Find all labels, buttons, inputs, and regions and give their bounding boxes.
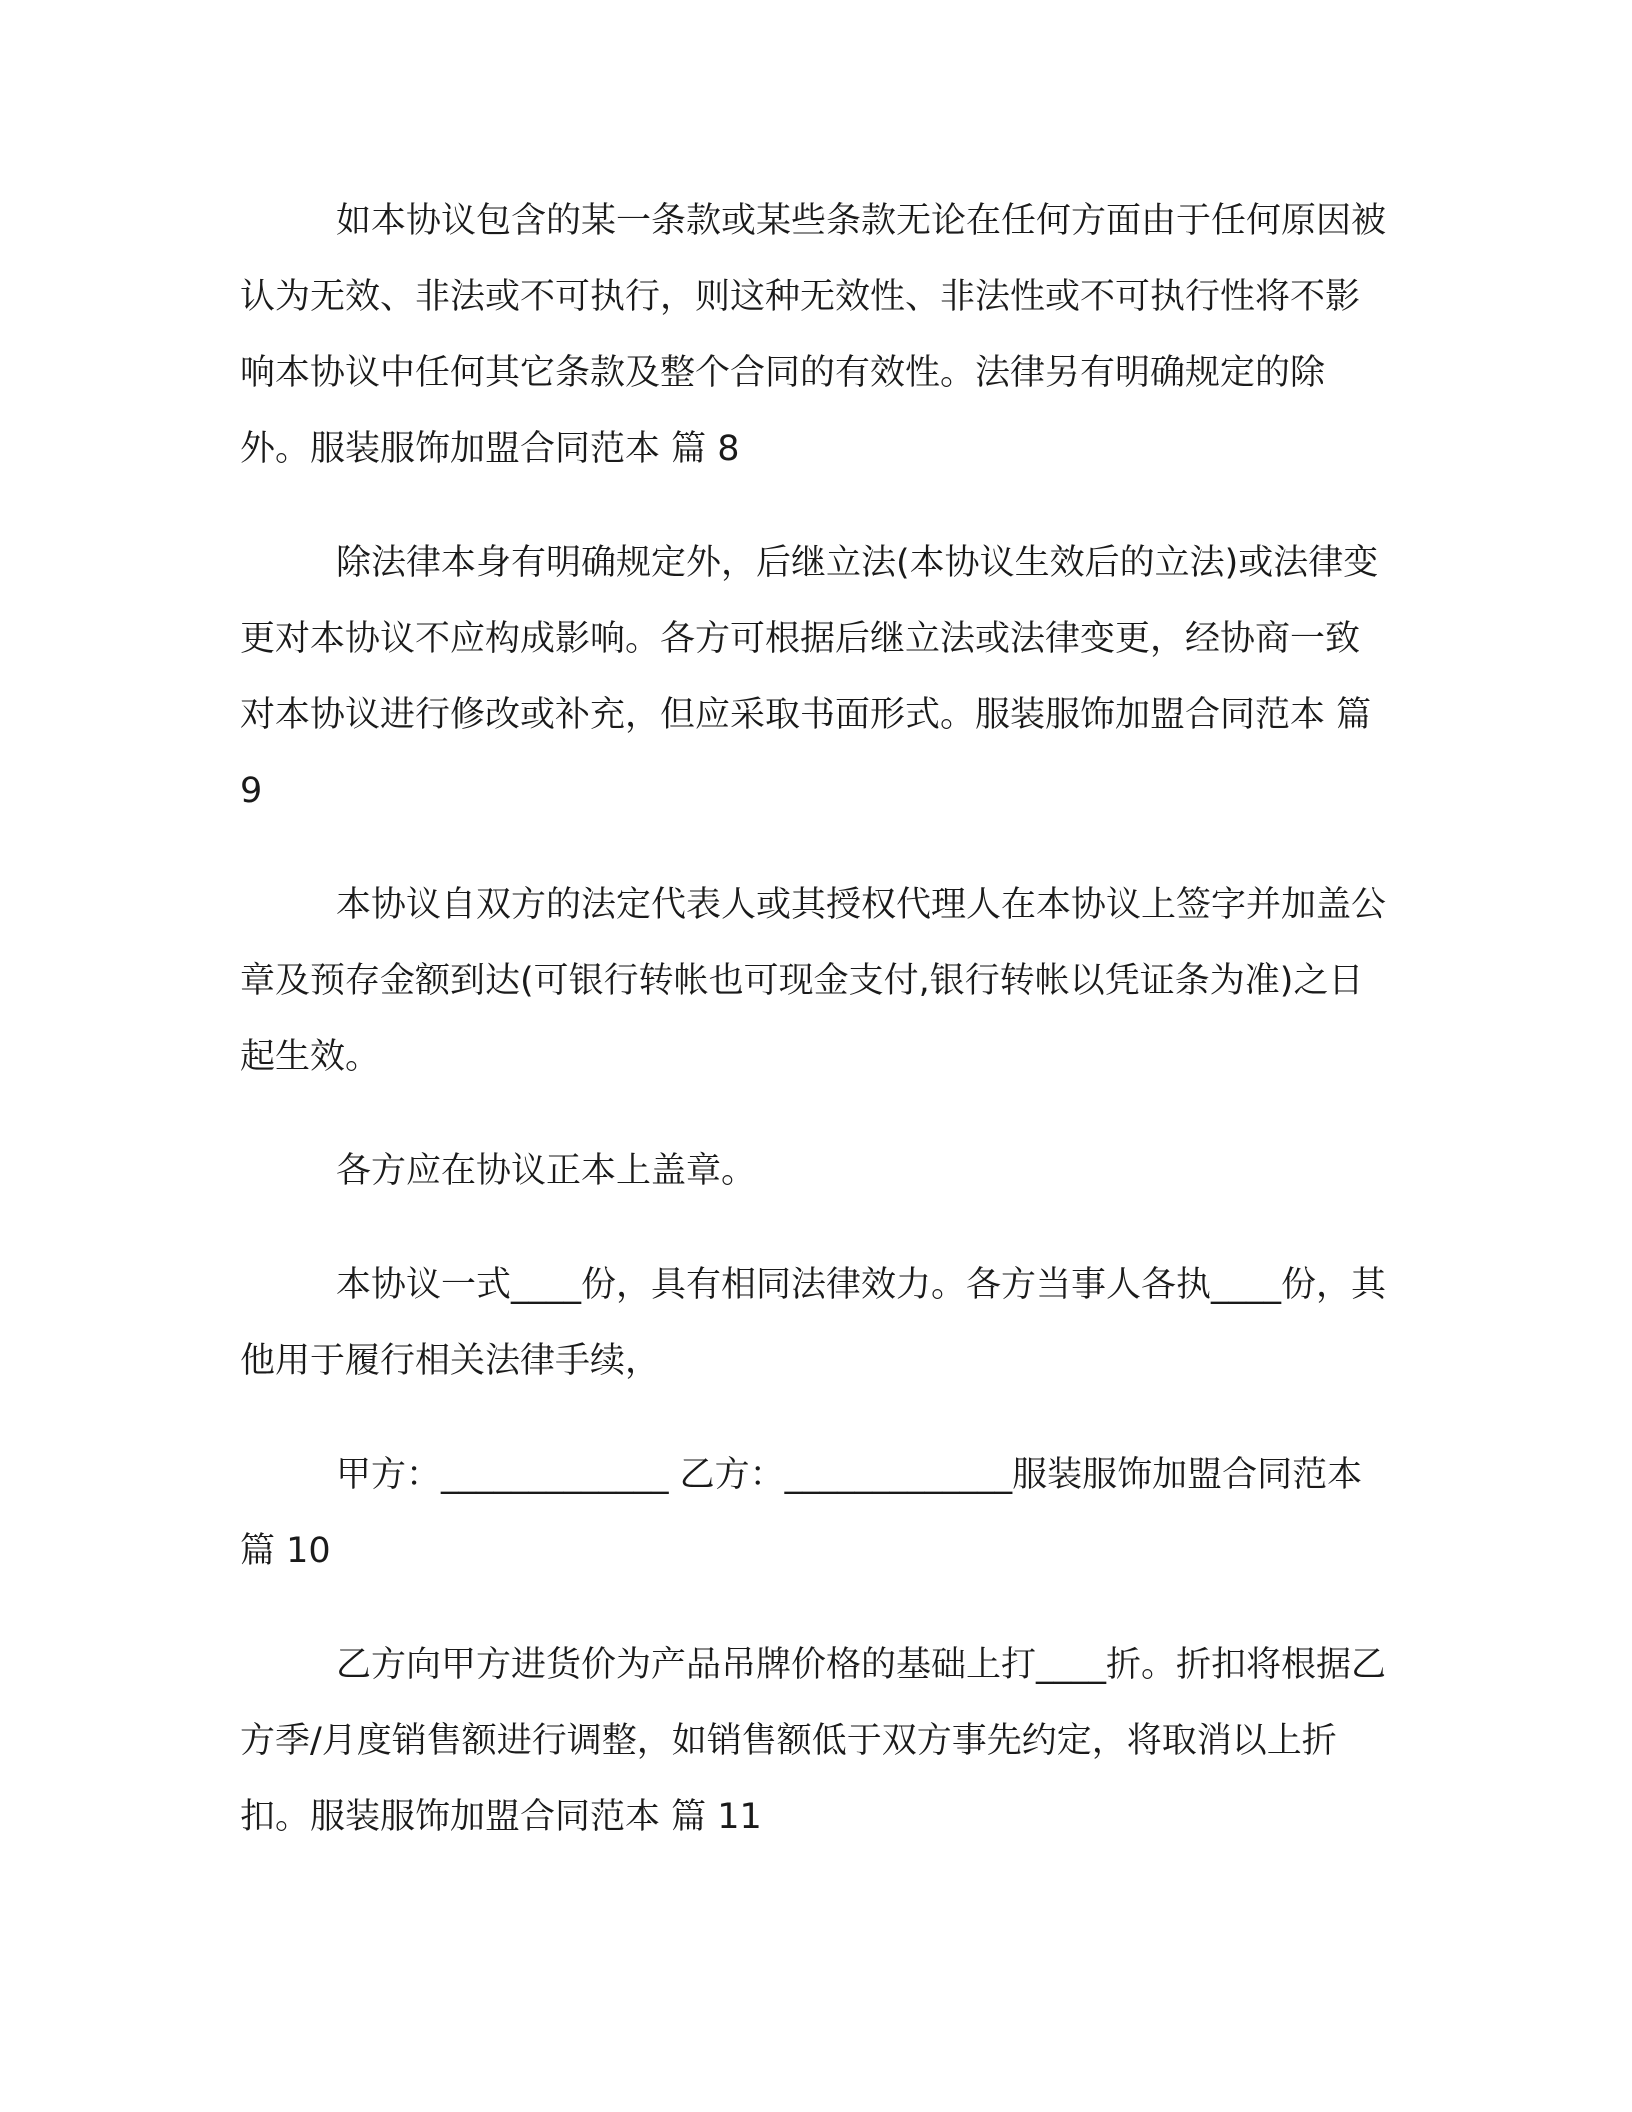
paragraph-copies: 本协议一式____份，具有相同法律效力。各方当事人各执____份，其他用于履行相关法律手续，: [240, 1265, 1387, 1381]
paragraph-severability: 如本协议包含的某一条款或某些条款无论在任何方面由于任何原因被认为无效、非法或不可执行，则这种无效性、非法性或不可执行性将不影响本协议中任何其它条款及整个合同的有效性。法律另有明确规定的除外。服装服饰加盟合同范本 篇 8: [240, 201, 1387, 469]
document-body: [240, 183, 1392, 1893]
paragraph-seal: 各方应在协议正本上盖章。: [336, 1151, 757, 1191]
paragraph-discount: 乙方向甲方进货价为产品吊牌价格的基础上打____折。折扣将根据乙方季/月度销售额进行调整，如销售额低于双方事先约定，将取消以上折扣。服装服饰加盟合同范本 篇 11: [240, 1645, 1387, 1837]
paragraph-signature-parties: 甲方：_____________ 乙方：_____________服装服饰加盟合同范本 篇 10: [240, 1455, 1363, 1571]
paragraph-subsequent-legislation: 除法律本身有明确规定外，后继立法(本协议生效后的立法)或法律变更对本协议不应构成影响。各方可根据后继立法或法律变更，经协商一致对本协议进行修改或补充，但应采取书面形式。服装服饰加盟合同范本 篇 9: [240, 543, 1379, 811]
paragraph-effective-date: 本协议自双方的法定代表人或其授权代理人在本协议上签字并加盖公章及预存金额到达(可银行转帐也可现金支付,银行转帐以凭证条为准)之日起生效。: [240, 885, 1387, 1077]
